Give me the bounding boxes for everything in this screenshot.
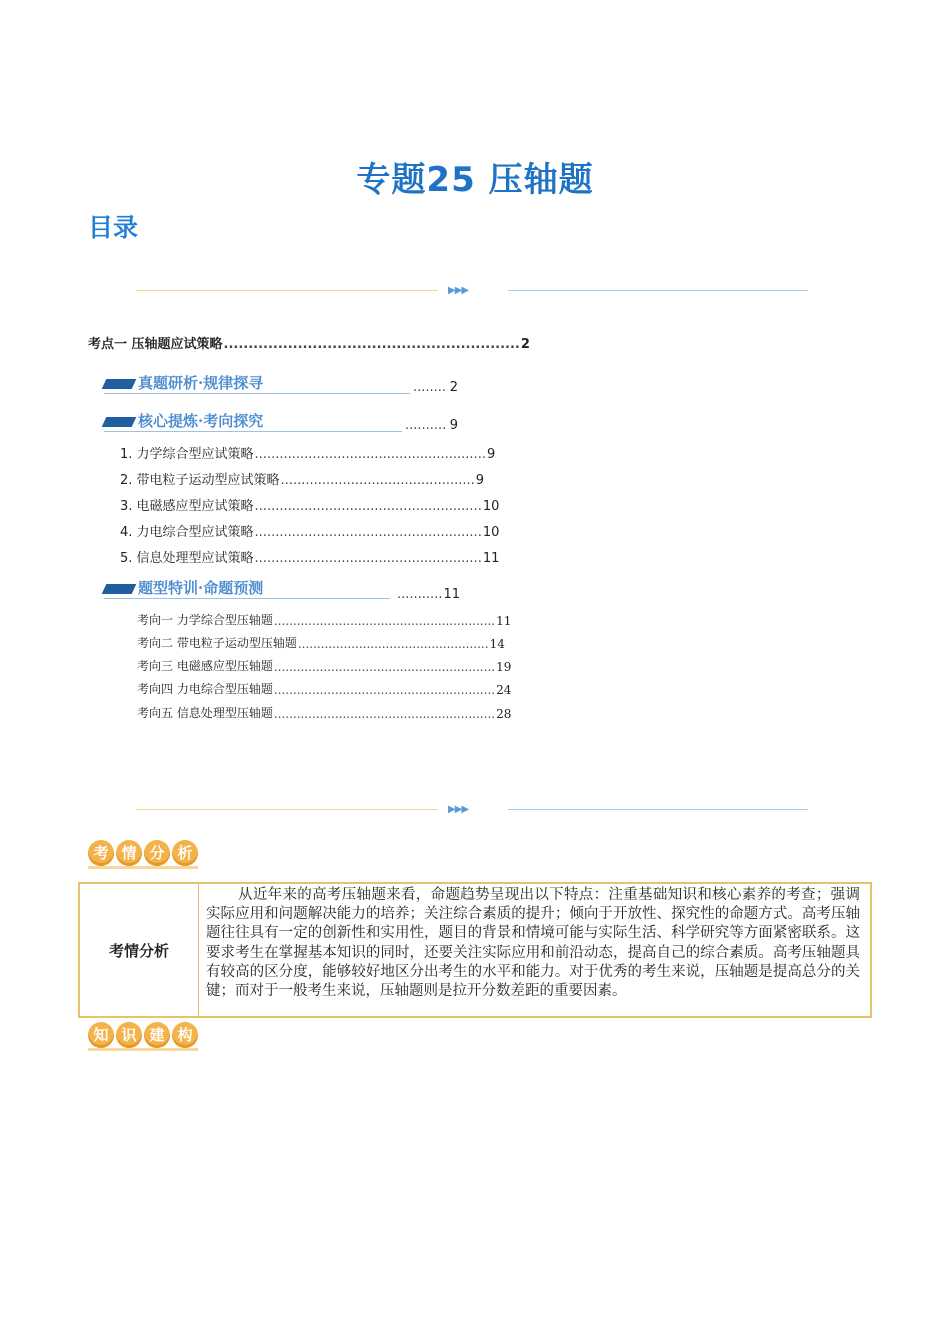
toc-page: 14 bbox=[489, 637, 505, 651]
toc-leader: ....................................................... bbox=[254, 551, 482, 566]
badge-char: 建 bbox=[144, 1022, 170, 1048]
toc-entry-label: 考向二 带电粒子运动型压轴题 bbox=[137, 636, 297, 650]
toc-leader: .......................................................... bbox=[273, 614, 496, 628]
divider-top bbox=[136, 284, 808, 298]
toc-entry-label: 4. 力电综合型应试策略 bbox=[120, 525, 254, 540]
banner-bar-icon bbox=[102, 379, 137, 389]
analysis-table-text: 从近年来的高考压轴题来看，命题趋势呈现出以下特点：注重基础知识和核心素养的考查；强调实际应用和问题解决能力的培养；关注综合素质的提升；倾向于开放性、探究性的命题方式。高考压轴题往往具有一定的创新性和实用性，题目的背景和情境可能与实际生活、科学研究等方面紧密联系。这要求考生在掌握基本知识的同时，还要关注实际应用和前沿动态，提高自己的综合素质。高考压轴题具有较高的区分度，能够较好地区分出考生的水平和能力。对于优秀的考生来说，压轴题是提高总分的关键；而对于一般考生来说，压轴题则是拉开分数差距的重要因素。 bbox=[206, 887, 860, 1000]
banner-label: 题型特训·命题预测 bbox=[138, 579, 264, 597]
toc-entry-label: 考向三 电磁感应型压轴题 bbox=[137, 659, 273, 673]
toc-page: 10 bbox=[482, 525, 500, 540]
banner-bar-icon bbox=[102, 584, 137, 594]
toc-page: 19 bbox=[496, 660, 512, 674]
toc-page: 2 bbox=[520, 337, 530, 352]
toc-entry-label: 考向五 信息处理型压轴题 bbox=[137, 706, 273, 720]
banner-label: 真题研析·规律探寻 bbox=[138, 374, 264, 392]
toc-entry-label: 1. 力学综合型应试策略 bbox=[120, 447, 254, 462]
toc-banner-3-page-row bbox=[396, 587, 461, 602]
toc-leader: .......... bbox=[405, 418, 447, 433]
badge-char: 考 bbox=[88, 840, 114, 866]
toc-entry-label: 考点一 压轴题应试策略 bbox=[88, 337, 223, 352]
toc-page: 24 bbox=[496, 683, 512, 697]
toc-entry-label: 3. 电磁感应型应试策略 bbox=[120, 499, 254, 514]
toc-heading: 目录 bbox=[88, 213, 139, 242]
toc-page: 2 bbox=[449, 380, 458, 395]
banner-bar-icon bbox=[102, 417, 137, 427]
toc-entry-strategy[interactable] bbox=[120, 521, 500, 540]
toc-leader: .......................................................... bbox=[273, 683, 496, 697]
arrows-icon: ▶▶▶ bbox=[448, 804, 469, 815]
divider-bottom bbox=[136, 803, 808, 817]
toc-banner-2[interactable] bbox=[104, 409, 404, 435]
document-title: 专题25 压轴题 bbox=[356, 160, 594, 200]
toc-page: 9 bbox=[475, 473, 485, 488]
toc-page: 10 bbox=[482, 499, 500, 514]
toc-entry-direction[interactable] bbox=[137, 704, 512, 721]
toc-banner-1[interactable] bbox=[104, 371, 414, 397]
toc-page: 11 bbox=[496, 614, 512, 628]
toc-leader: ........... bbox=[397, 587, 443, 602]
analysis-table-label: 考情分析 bbox=[80, 884, 199, 1016]
toc-page: 9 bbox=[449, 418, 458, 433]
toc-entry-strategy[interactable] bbox=[120, 469, 485, 488]
toc-entry-strategy[interactable] bbox=[120, 547, 500, 566]
toc-entry-strategy[interactable] bbox=[120, 495, 500, 514]
section-badge-analysis bbox=[88, 840, 198, 869]
toc-banner-3[interactable] bbox=[104, 576, 392, 602]
toc-entry-label: 考向一 力学综合型压轴题 bbox=[137, 613, 273, 627]
banner-label: 核心提炼·考向探究 bbox=[138, 412, 264, 430]
toc-leader: ............................................... bbox=[280, 473, 475, 488]
toc-entry-direction[interactable] bbox=[137, 680, 512, 697]
toc-leader: ........ bbox=[413, 380, 447, 395]
toc-entry-direction[interactable] bbox=[137, 611, 512, 628]
badge-char: 情 bbox=[116, 840, 142, 866]
toc-entry-point1[interactable] bbox=[88, 333, 530, 352]
toc-banner-1-page-row bbox=[412, 380, 458, 395]
toc-leader: ........................................................ bbox=[254, 447, 486, 462]
toc-entry-direction[interactable] bbox=[137, 657, 512, 674]
toc-page: 28 bbox=[496, 707, 512, 721]
toc-entry-label: 考向四 力电综合型压轴题 bbox=[137, 682, 273, 696]
section-badge-knowledge bbox=[88, 1022, 198, 1051]
badge-char: 知 bbox=[88, 1022, 114, 1048]
toc-entry-label: 5. 信息处理型应试策略 bbox=[120, 551, 254, 566]
toc-entry-label: 2. 带电粒子运动型应试策略 bbox=[120, 473, 280, 488]
toc-page: 9 bbox=[486, 447, 496, 462]
toc-page: 11 bbox=[482, 551, 500, 566]
badge-char: 构 bbox=[172, 1022, 198, 1048]
analysis-table bbox=[78, 882, 872, 1018]
toc-entry-direction[interactable] bbox=[137, 634, 505, 651]
toc-entry-strategy[interactable] bbox=[120, 443, 496, 462]
toc-leader: ............................................................ bbox=[223, 337, 520, 352]
toc-leader: ....................................................... bbox=[254, 525, 482, 540]
toc-leader: .......................................................... bbox=[273, 660, 496, 674]
toc-leader: ....................................................... bbox=[254, 499, 482, 514]
toc-leader: .......................................................... bbox=[273, 707, 496, 721]
toc-page: 11 bbox=[443, 587, 461, 602]
toc-leader: .................................................. bbox=[297, 637, 489, 651]
badge-char: 分 bbox=[144, 840, 170, 866]
badge-char: 析 bbox=[172, 840, 198, 866]
badge-char: 识 bbox=[116, 1022, 142, 1048]
toc-banner-2-page-row bbox=[404, 418, 458, 433]
arrows-icon: ▶▶▶ bbox=[448, 285, 469, 296]
